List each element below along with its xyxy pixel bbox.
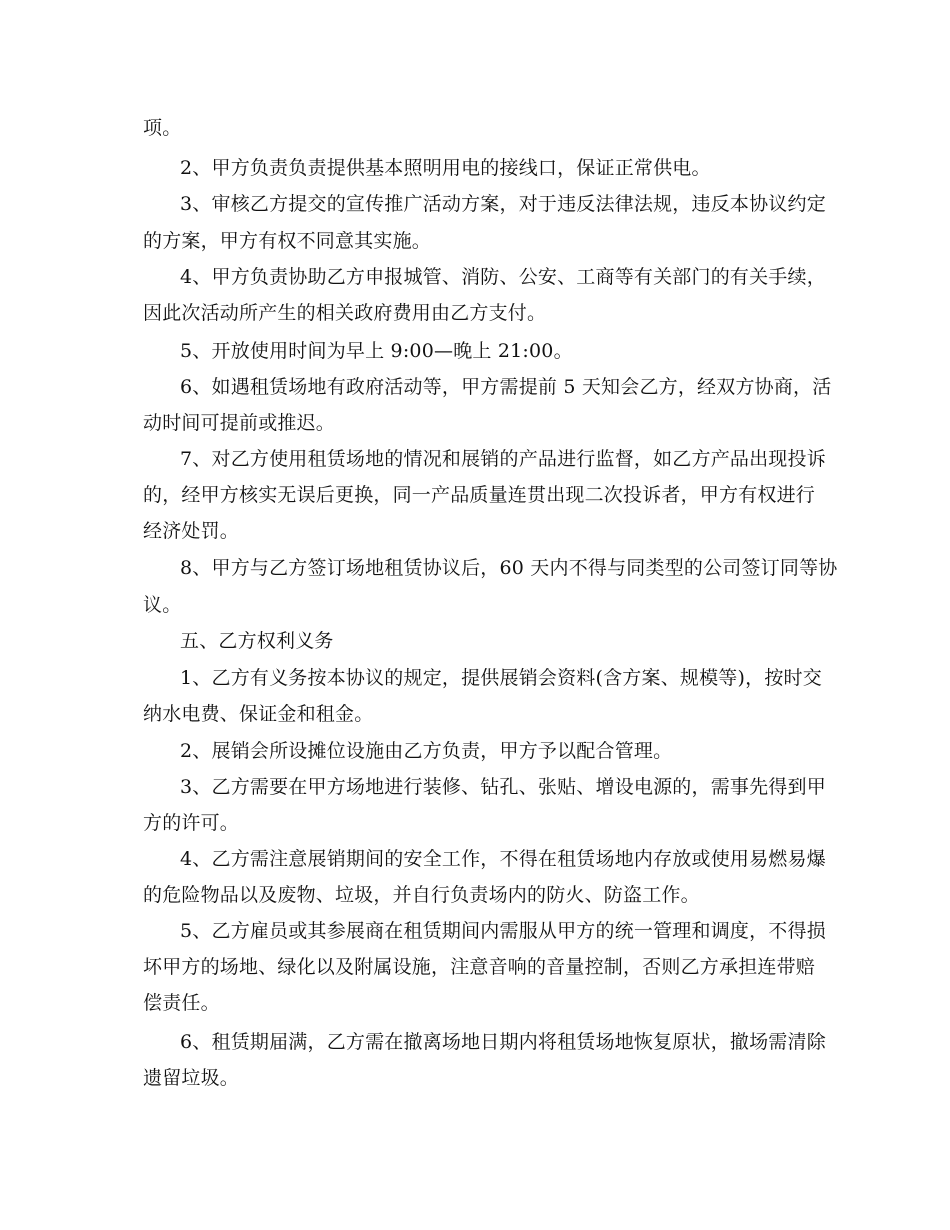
text-line: 纳水电费、保证金和租金。: [143, 703, 374, 725]
text-line: 的，经甲方核实无误后更换，同一产品质量连贯出现二次投诉者，甲方有权进行: [143, 484, 816, 506]
text-line: 3、乙方需要在甲方场地进行装修、钻孔、张贴、增设电源的，需事先得到甲: [180, 776, 826, 798]
text-line: 遗留垃圾。: [143, 1067, 240, 1089]
text-line: 4、乙方需注意展销期间的安全工作，不得在租赁场地内存放或使用易燃易爆: [180, 848, 826, 870]
text-line: 的方案，甲方有权不同意其实施。: [143, 230, 432, 252]
text-line: 6、如遇租赁场地有政府活动等，甲方需提前 5 天知会乙方，经双方协商，活: [180, 376, 832, 398]
text-line: 方的许可。: [143, 812, 240, 834]
text-line: 坏甲方的场地、绿化以及附属设施，注意音响的音量控制，否则乙方承担连带赔: [143, 956, 816, 978]
text-line: 动时间可提前或推迟。: [143, 412, 336, 434]
text-line: 的危险物品以及废物、垃圾，并自行负责场内的防火、防盗工作。: [143, 884, 700, 906]
text-line: 5、乙方雇员或其参展商在租赁期间内需服从甲方的统一管理和调度，不得损: [180, 920, 826, 942]
text-line: 8、甲方与乙方签订场地租赁协议后，60 天内不得与同类型的公司签订同等协: [180, 557, 838, 579]
text-line: 4、甲方负责协助乙方申报城管、消防、公安、工商等有关部门的有关手续，: [180, 266, 826, 288]
text-line: 议。: [143, 594, 182, 616]
text-line: 2、展销会所设摊位设施由乙方负责，甲方予以配合管理。: [180, 740, 673, 762]
text-line: 3、审核乙方提交的宣传推广活动方案，对于违反法律法规，违反本协议约定: [180, 193, 826, 215]
text-line: 项。: [143, 117, 182, 139]
text-line: 2、甲方负责负责提供基本照明用电的接线口，保证正常供电。: [180, 157, 711, 179]
text-line: 经济处罚。: [143, 520, 240, 542]
text-line: 7、对乙方使用租赁场地的情况和展销的产品进行监督，如乙方产品出现投诉: [180, 448, 826, 470]
text-line: 5、开放使用时间为早上 9:00—晚上 21:00。: [180, 340, 573, 362]
text-line: 因此次活动所产生的相关政府费用由乙方支付。: [143, 302, 547, 324]
text-line: 偿责任。: [143, 992, 220, 1014]
section-heading: 五、乙方权利义务: [180, 630, 334, 652]
text-line: 1、乙方有义务按本协议的规定，提供展销会资料(含方案、规模等)，按时交: [180, 667, 822, 689]
text-line: 6、租赁期届满，乙方需在撤离场地日期内将租赁场地恢复原状，撤场需清除: [180, 1031, 826, 1053]
